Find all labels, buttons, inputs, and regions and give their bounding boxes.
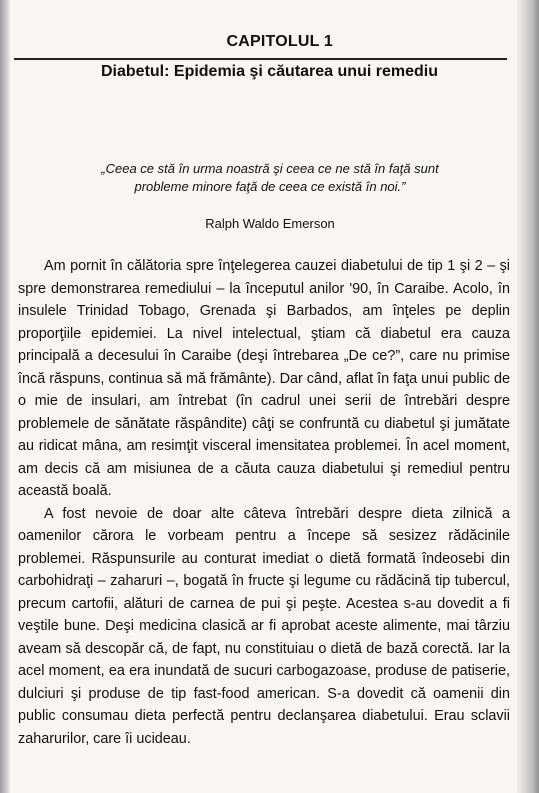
page-gutter-shadow — [0, 0, 10, 793]
page-edge-shadow — [517, 0, 539, 793]
paragraph: A fost nevoie de doar alte câteva întrebări despre dieta zilnică a oamenilor cărora le vorbeam pentru a începe să sesizez rădăcinile problemei. Răspunsurile au conturat imediat o dietă formată îndeosebi din carbohidraţi – zaharuri –, bogată în fructe şi legume cu rădăcină tip tubercul, precum cartofii, alături de carnea de pui şi peşte. Acestea s-au dovedit a fi veştile bune. Deşi medicina clasică ar fi aprobat aceste alimente, mai târziu aveam să descopăr că, de fapt, nu constituiau o dietă de bază corectă. Iar la acel moment, ea era inundată de sucuri carbogazoase, produse de patiserie, dulciuri şi produse de tip fast-food american. S-a dovedit că oamenii din public consumau dieta perfectă pentru declanşarea diabetului. Erau sclavii zaharurilor, care îi ucideau. — [18, 505, 510, 747]
epigraph-line: „Ceea ce stă în urma noastră şi ceea ce ne stă în faţă sunt — [101, 161, 439, 176]
chapter-title: Diabetul: Epidemia şi căutarea unui remediu — [101, 63, 438, 80]
epigraph-quote — [40, 160, 500, 196]
body-text — [18, 255, 510, 750]
chapter-label: CAPITOLUL 1 — [226, 33, 333, 50]
header-rule — [14, 58, 507, 60]
epigraph-author: Ralph Waldo Emerson — [205, 216, 335, 231]
paragraph: Am pornit în călătoria spre înţelegerea cauzei diabetului de tip 1 şi 2 – şi spre demonstrarea remediului – la începutul anilor '90, în Caraibe. Acolo, în insulele Trinidad Tobago, Grenada şi Barbados, am înţeles pe deplin proporţiile epidemiei. La nivel intelectual, ştiam că diabetul era cauza principală a decesului în Caraibe (deşi întrebarea „De ce?”, care nu primise încă răspuns, continua să mă frământe). Dar când, aflat în faţa unui public de o mie de insulari, am întrebat (în cadrul unei serii de întrebări despre problemele de sănătate răspândite) câţi se confruntă cu diabetul şi jumătate au ridicat mâna, am resimţit visceral imensitatea problemei. În acel moment, am decis că am misiunea de a căuta cauza diabetului şi remediul pentru această boală. — [18, 258, 510, 499]
epigraph-line: probleme minore faţă de ceea ce există în noi.” — [134, 179, 406, 194]
